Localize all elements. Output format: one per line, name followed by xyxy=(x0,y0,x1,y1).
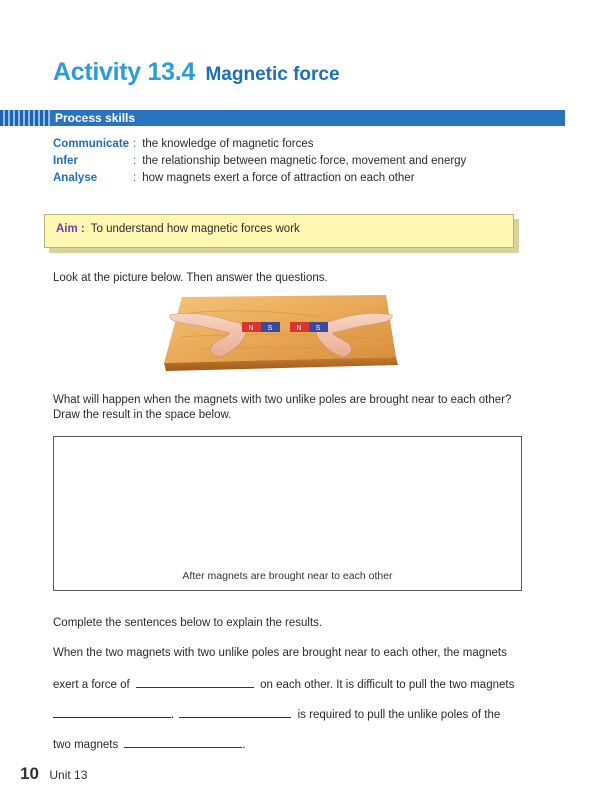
drawing-area[interactable] xyxy=(53,436,522,591)
answer-blank-1[interactable] xyxy=(136,676,254,688)
skill-row-infer xyxy=(53,153,466,169)
answer-blank-3[interactable] xyxy=(179,706,291,718)
unit-label: Unit 13 xyxy=(49,768,88,782)
skill-colon: : xyxy=(133,138,137,150)
skill-row-communicate xyxy=(53,136,314,152)
right-magnet-s-label: S xyxy=(315,325,321,332)
complete-intro: Complete the sentences below to explain the results. xyxy=(53,617,323,629)
skill-text: the relationship between magnetic force, movement and energy xyxy=(142,155,467,167)
page-footer xyxy=(20,764,87,784)
right-magnet xyxy=(290,322,328,332)
skill-name: Infer xyxy=(53,155,78,167)
instruction-text: Look at the picture below. Then answer the questions. xyxy=(53,272,328,284)
bar-stripes xyxy=(0,110,50,126)
left-magnet-s-label: S xyxy=(267,325,273,332)
skill-name: Communicate xyxy=(53,138,130,150)
left-magnet-n-label: N xyxy=(248,325,254,332)
skill-text: how magnets exert a force of attraction on each other xyxy=(142,172,415,184)
skill-text: the knowledge of magnetic forces xyxy=(142,138,314,150)
aim-box xyxy=(44,214,522,254)
page-number: 10 xyxy=(20,764,39,783)
aim-text xyxy=(56,223,300,235)
sentence-line-1: When the two magnets with two unlike poles are brought near to each other, the magnets xyxy=(53,647,507,659)
sentence-line-3 xyxy=(53,706,500,723)
process-skills-heading: Process skills xyxy=(55,111,136,125)
sentence-text: is required to pull the unlike poles of the xyxy=(297,709,501,721)
aim-description: To understand how magnetic forces work xyxy=(90,223,300,235)
question-line-1: What will happen when the magnets with two unlike poles are brought near to each other? xyxy=(53,394,512,406)
answer-blank-4[interactable] xyxy=(124,736,242,748)
skill-colon: : xyxy=(133,155,137,167)
activity-subtitle: Magnetic force xyxy=(205,64,340,85)
sentence-line-2 xyxy=(53,676,514,693)
question-line-2: Draw the result in the space below. xyxy=(53,409,232,421)
skill-row-analyse xyxy=(53,170,415,186)
skill-name: Analyse xyxy=(53,172,98,184)
page-title xyxy=(53,58,340,87)
magnets-photo xyxy=(160,293,402,371)
sentence-text: exert a force of xyxy=(53,679,130,691)
sentence-text: on each other. It is difficult to pull the two magnets xyxy=(260,679,515,691)
skill-colon: : xyxy=(133,172,137,184)
answer-blank-2[interactable] xyxy=(53,706,171,718)
process-skills-bar xyxy=(0,110,593,126)
activity-number: Activity 13.4 xyxy=(53,58,196,86)
sentence-period: . xyxy=(242,739,246,751)
right-magnet-n-label: N xyxy=(296,325,302,332)
sentence-period: . xyxy=(171,709,175,721)
sentence-line-4 xyxy=(53,736,246,753)
sentence-text: two magnets xyxy=(53,739,119,751)
drawing-caption: After magnets are brought near to each other xyxy=(182,570,393,582)
left-magnet xyxy=(242,322,280,332)
aim-label: Aim : xyxy=(56,223,85,235)
